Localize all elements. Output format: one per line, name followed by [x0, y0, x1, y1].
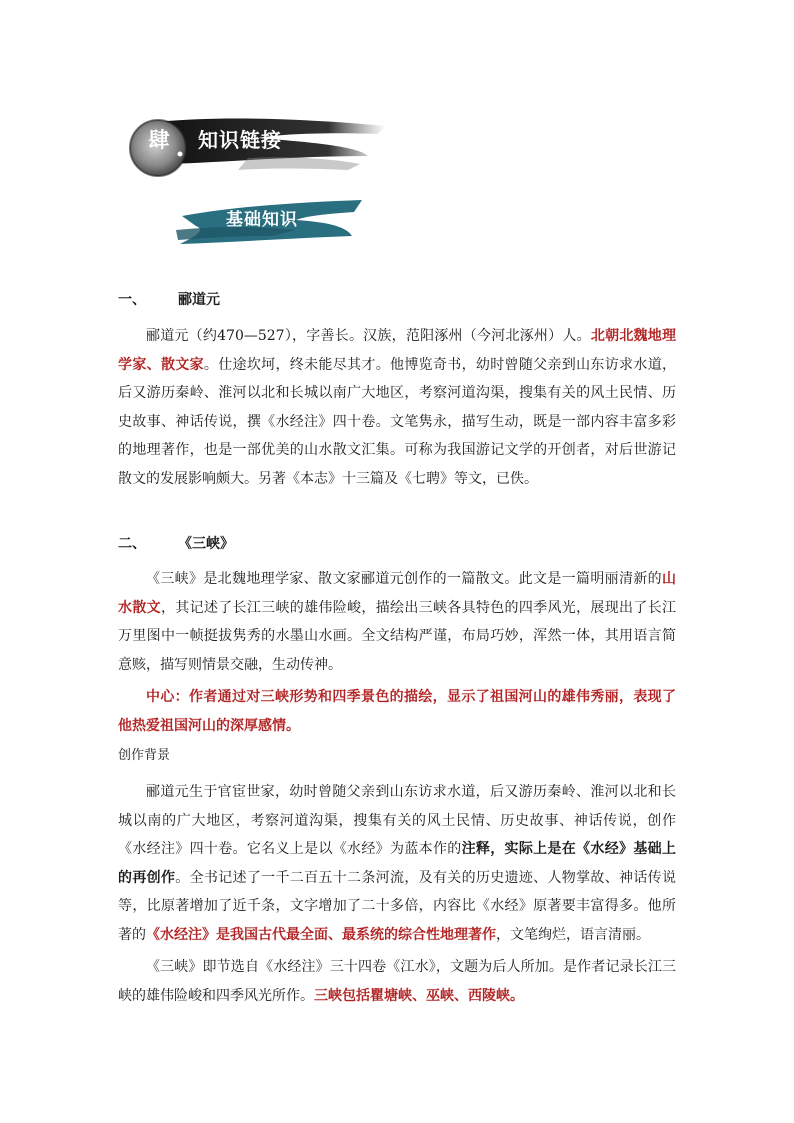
text-run: 郦道元（约470—527），字善长。汉族，范阳涿州（今河北涿州）人。	[146, 328, 591, 344]
section-1-body	[118, 322, 676, 493]
text-run: 《三峡》即节选自《水经注》三十四卷《江水》，文题为后人所加。是作者记录长江三峡的雄伟险峻和四季风光所作。	[118, 959, 676, 1004]
text-run: 《三峡》是北魏地理学家、散文家郦道元创作的一篇散文。此文是一篇明丽清新的	[146, 571, 662, 587]
text-run: 。仕途坎坷，终未能尽其才。他博览奇书，幼时曾随父亲到山东访求水道，后又游历秦岭、淮河以北和长城以南广大地区，考察河道沟渠，搜集有关的风土民情、历史故事、神话传说，撰《水经注》四十卷。文笔隽永，描写生动，既是一部内容丰富多彩的地理著作，也是一部优美的山水散文汇集。可称为我国游记文学的开创者，对后世游记散文的发展影响颇大。另著《本志》十三篇及《七聘》等文，已佚。	[118, 356, 677, 487]
highlight-run: 北朝北魏地理学家、散文家	[118, 328, 677, 373]
banner-badge-char: 肆	[148, 128, 170, 152]
section-2-heading	[118, 534, 676, 554]
center-idea: 中心：作者通过对三峡形势和四季景色的描绘，显示了祖国河山的雄伟秀丽，表现了他热爱祖国河山的深厚感情。	[118, 689, 676, 734]
section-2-paragraph-3	[118, 953, 676, 1010]
text-run: 郦道元生于官宦世家，幼时曾随父亲到山东访求水道，后又游历秦岭、淮河以北和长城以南的广大地区，考察河道沟渠，搜集有关的风土民情、历史故事、神话传说，创作《水经注》四十卷。它名义上是以《水经》为蓝本作的	[118, 784, 676, 857]
text-run: ，文笔绚烂，语言清丽。	[496, 926, 650, 943]
section-2-paragraph-2	[118, 778, 676, 949]
section-1-paragraph	[118, 322, 676, 493]
text-run: 。全书记述了一千二百五十二条河流，及有关的历史遗迹、人物掌故、神话传说等，比原著增加了近千条，文字增加了二十多倍，内容比《水经》原著要丰富得多。他所著的	[118, 869, 677, 943]
highlight-run: 山水散文	[118, 571, 676, 616]
section-1-title: 郦道元	[178, 292, 220, 308]
section-1-heading	[118, 290, 676, 310]
background-label: 创作背景	[118, 748, 171, 763]
section-2-number: 二、	[118, 536, 146, 552]
text-run: ，其记述了长江三峡的雄伟险峻，描绘出三峡各具特色的四季风光，展现出了长江万里图中一帧挺拔隽秀的水墨山水画。全文结构严谨，布局巧妙，浑然一体，其用语言简意赅，描写则情景交融，生动传神。	[118, 599, 677, 673]
section-2-paragraph-1	[118, 565, 676, 679]
section-1-number: 一、	[118, 292, 146, 308]
bold-run: 注释，实际上是在《水经》基础上的再创作	[118, 841, 676, 886]
banner-title: 知识链接	[198, 128, 282, 152]
highlight-run: 三峡包括瞿塘峡、巫峡、西陵峡。	[314, 987, 524, 1004]
section-1	[118, 290, 676, 310]
highlight-run: 《水经注》是我国古代最全面、最系统的综合性地理著作	[146, 926, 496, 943]
subbanner-title: 基础知识	[226, 210, 298, 230]
section-2	[118, 534, 676, 554]
section-2-body	[118, 565, 676, 1010]
section-2-title: 《三峡》	[178, 536, 234, 552]
